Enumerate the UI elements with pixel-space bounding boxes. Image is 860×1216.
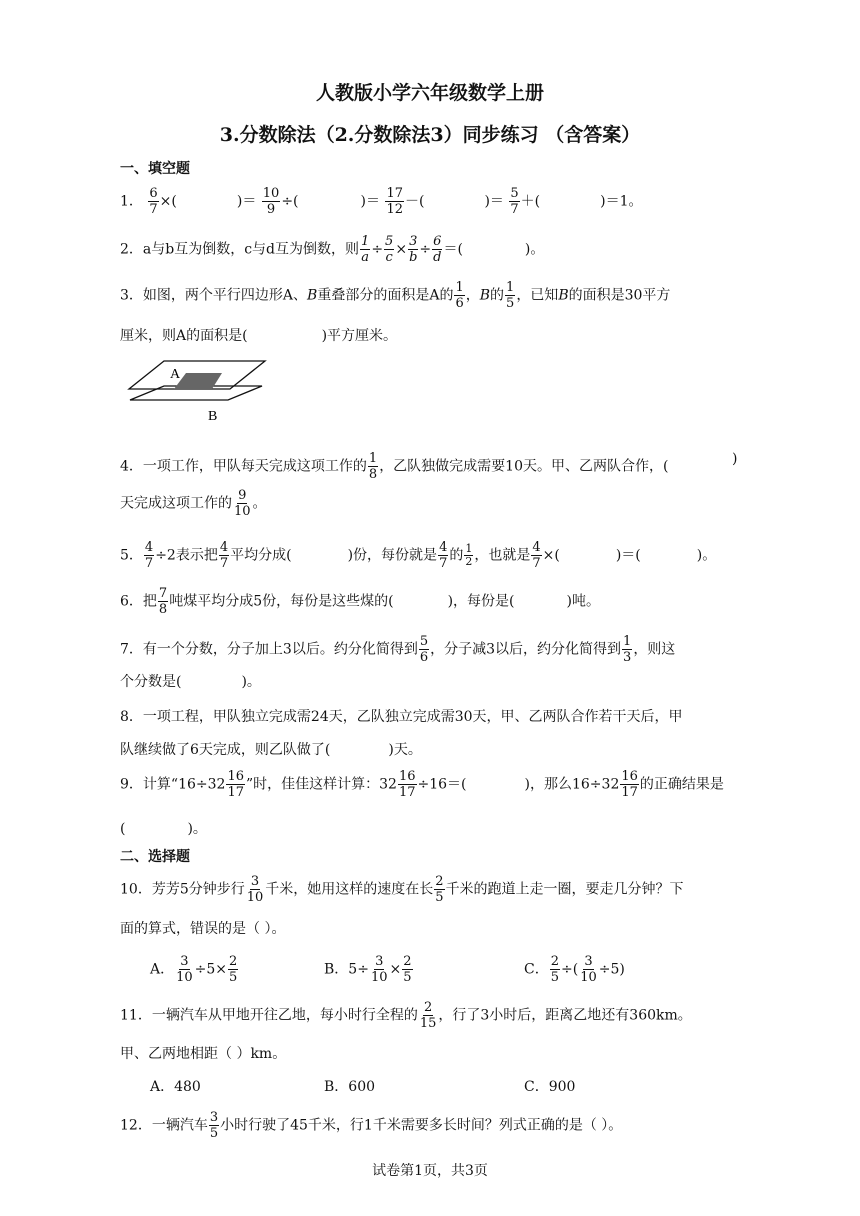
- fraction: $\frac{5}{6}$: [419, 634, 429, 665]
- question-5: 5． $\frac{4}{7}$ ÷2表示把 $\frac{4}{7}$ 平均分成( )份，每份就是 $\frac{4}{7}$ 的 $\frac{1}{2}$ ，也就是 $\frac{4}{7}$ ×( )＝( )。: [120, 540, 717, 571]
- option-a[interactable]: A． $\frac{3}{10}$ ÷5× $\frac{2}{5}$: [150, 954, 238, 985]
- option-c[interactable]: C．900: [524, 1079, 576, 1095]
- section-fill-blank: 一、填空题: [120, 161, 190, 177]
- fraction: $\frac{2}{5}$: [435, 874, 444, 905]
- fraction: $\frac{1}{2}$: [465, 542, 473, 568]
- fraction: $\frac{3}{10}$: [370, 954, 388, 985]
- option-a[interactable]: A．480: [150, 1079, 201, 1095]
- fraction: $\frac{2}{5}$: [229, 954, 238, 985]
- question-11-line-2: 甲、乙两地相距（ ）km。: [120, 1046, 287, 1062]
- question-8-line-2: 队继续做了6天完成，则乙队做了( )天。: [120, 742, 422, 758]
- fraction: $\frac{2}{15}$: [419, 1000, 437, 1031]
- question-3-line-2: 厘米，则A的面积是( )平方厘米。: [120, 328, 398, 344]
- question-10: 10．芳芳5分钟步行 $\frac{3}{10}$ 千米，她用这样的速度在长 $\frac{2}{5}$ 千米的跑道上走一圈，要走几分钟？下: [120, 874, 684, 905]
- question-4-close: ): [732, 451, 738, 467]
- fraction: $\frac{3}{10}$: [176, 954, 193, 985]
- question-12: 12．一辆汽车 $\frac{3}{5}$ 小时行驶了45千米，行1千米需要多长时间？列式正确的是（ ）。: [120, 1110, 623, 1141]
- question-11: 11．一辆汽车从甲地开往乙地，每小时行全程的 $\frac{2}{15}$ ，行了3小时后，距离乙地还有360km。: [120, 1000, 692, 1031]
- fraction: $\frac{4}{7}$: [439, 540, 448, 571]
- fraction: $\frac{6}{d}$: [433, 234, 442, 265]
- fraction: $\frac{17}{12}$: [386, 186, 403, 217]
- parallelogram-figure: [126, 356, 266, 424]
- fraction: $\frac{5}{c}$: [385, 234, 394, 265]
- question-2: 2．a与b互为倒数，c与d互为倒数，则 $\frac{1}{a}$ ÷ $\frac{5}{c}$ × $\frac{3}{b}$ ÷ $\frac{6}{d}$ ＝( )。: [120, 234, 545, 265]
- section-multiple-choice: 二、选择题: [120, 849, 190, 865]
- question-4-line-2: 天完成这项工作的 $\frac{9}{10}$ 。: [120, 488, 267, 519]
- question-8: 8．一项工程，甲队独立完成需24天，乙队独立完成需30天，甲、乙两队合作若干天后，甲: [120, 709, 683, 725]
- fraction: $\frac{6}{7}$: [149, 186, 158, 217]
- fraction: $\frac{1}{8}$: [368, 451, 378, 482]
- label-b: B: [208, 409, 218, 424]
- fraction: $\frac{3}{b}$: [409, 234, 418, 265]
- option-c[interactable]: C． $\frac{2}{5}$ ÷( $\frac{3}{10}$ ÷5): [524, 954, 625, 985]
- fraction: $\frac{3}{10}$: [580, 954, 597, 985]
- question-4: 4．一项工作，甲队每天完成这项工作的 $\frac{1}{8}$ ，乙队独做完成需要10天。甲、乙两队合作，(: [120, 451, 669, 482]
- option-b[interactable]: B．600: [324, 1079, 376, 1095]
- fraction: $\frac{5}{7}$: [510, 186, 519, 217]
- fraction: $\frac{10}{9}$: [262, 186, 280, 217]
- question-3: 3．如图，两个平行四边形A、B重叠部分的面积是A的 $\frac{1}{6}$ ，B的 $\frac{1}{5}$ ，已知B的面积是30平方: [120, 280, 671, 311]
- fraction: $\frac{16}{17}$: [227, 769, 244, 800]
- question-9: 9．计算“16÷32 $\frac{16}{17}$ ”时，佳佳这样计算：32 $\frac{16}{17}$ ÷16＝( )，那么16÷32 $\frac{16}{17}$ 的正确结果是: [120, 769, 724, 800]
- fraction: $\frac{2}{5}$: [403, 954, 412, 985]
- page-footer: 试卷第1页，共3页: [372, 1163, 488, 1179]
- fraction: $\frac{1}{a}$: [361, 234, 370, 265]
- document-title: 人教版小学六年级数学上册: [315, 82, 544, 104]
- option-b[interactable]: B．5÷ $\frac{3}{10}$ × $\frac{2}{5}$: [324, 954, 412, 985]
- label-a: A: [170, 367, 181, 382]
- question-9-line-2: ( )。: [120, 821, 207, 837]
- fraction: $\frac{4}{7}$: [532, 540, 541, 571]
- fraction: $\frac{1}{5}$: [506, 280, 515, 311]
- question-7-line-2: 个分数是( )。: [120, 674, 261, 690]
- fraction: $\frac{16}{17}$: [398, 769, 416, 800]
- fraction: $\frac{4}{7}$: [219, 540, 229, 571]
- fraction: $\frac{1}{6}$: [455, 280, 464, 311]
- fraction: $\frac{4}{7}$: [144, 540, 154, 571]
- question-7: 7．有一个分数，分子加上3以后。约分化简得到 $\frac{5}{6}$ ，分子减3以后，约分化简得到 $\frac{1}{3}$ ，则这: [120, 634, 676, 665]
- question-10-line-2: 面的算式，错误的是（ ）。: [120, 921, 286, 937]
- fraction: $\frac{16}{17}$: [621, 769, 638, 800]
- fraction: $\frac{7}{8}$: [158, 586, 168, 617]
- fraction: $\frac{2}{5}$: [550, 954, 559, 985]
- fraction: $\frac{9}{10}$: [234, 488, 251, 519]
- question-1: 1． $\frac{6}{7}$ ×( )＝ $\frac{10}{9}$ ÷( )＝ $\frac{17}{12}$ －( )＝ $\frac{5}{7}$ ＋( )＝1。: [120, 186, 643, 217]
- fraction: $\frac{3}{10}$: [246, 874, 264, 905]
- document-subtitle: 3.分数除法（2.分数除法3）同步练习 （含答案）: [219, 124, 641, 146]
- fraction: $\frac{3}{5}$: [209, 1110, 219, 1141]
- question-6: 6．把 $\frac{7}{8}$ 吨煤平均分成5份，每份是这些煤的( )，每份是( )吨。: [120, 586, 600, 617]
- fraction: $\frac{1}{3}$: [623, 634, 632, 665]
